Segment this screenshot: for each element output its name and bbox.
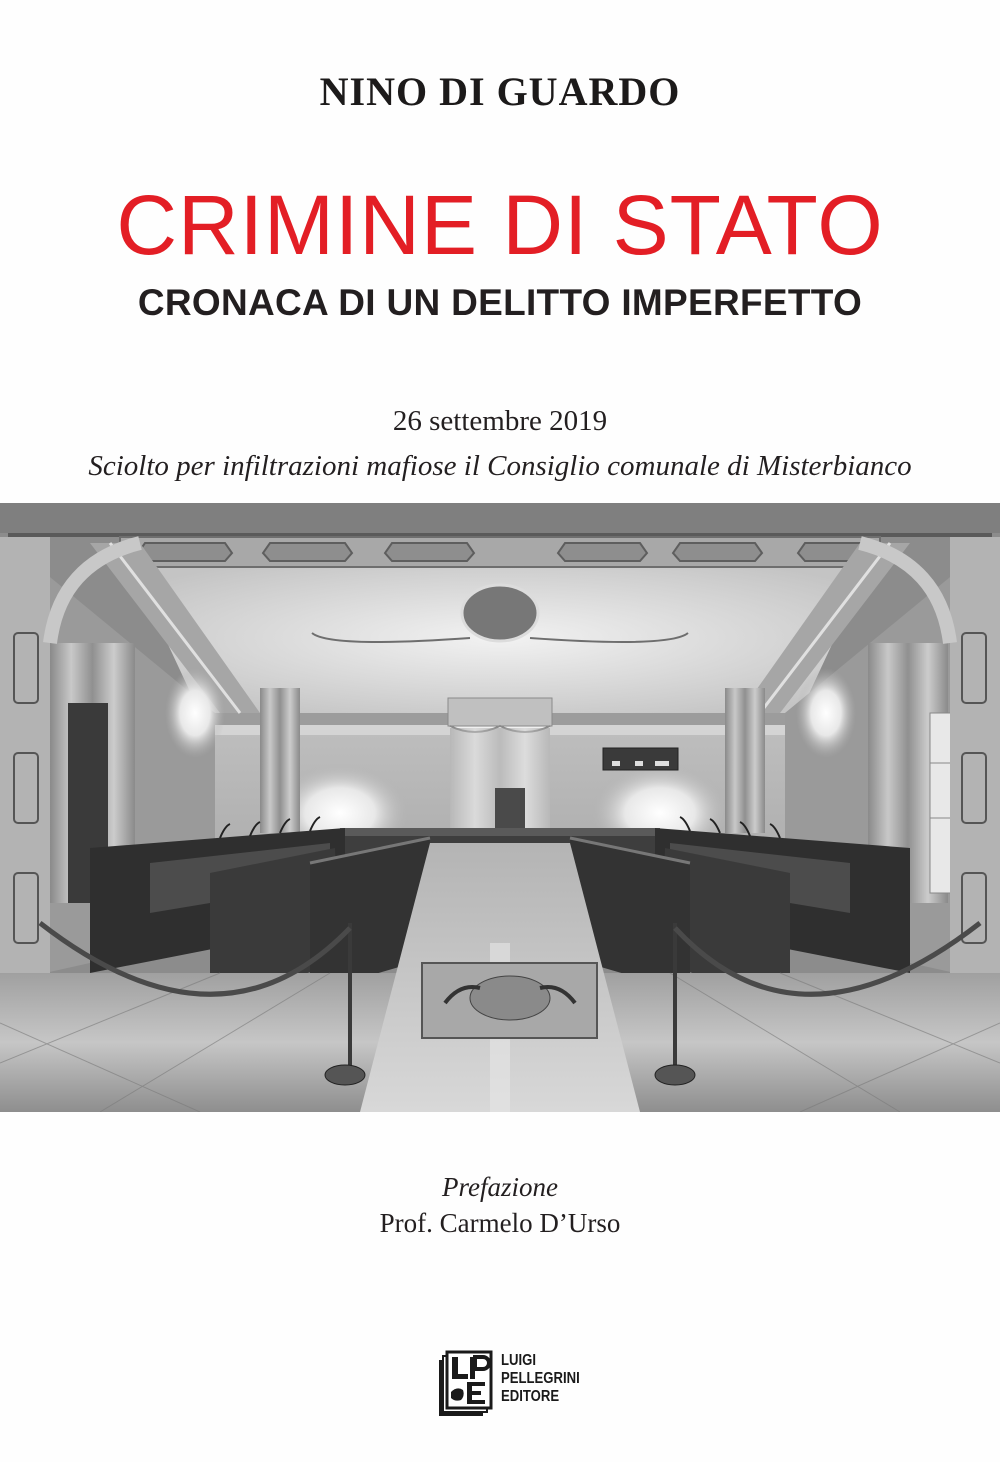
publisher-name-line: EDITORE: [501, 1388, 560, 1405]
publisher-name-line: PELLEGRINI: [501, 1370, 580, 1387]
chamber-illustration: [0, 503, 1000, 1112]
tagline: Sciolto per infiltrazioni mafiose il Consiglio comunale di Misterbianco: [88, 450, 912, 482]
book-title: CRIMINE DI STATO: [116, 178, 884, 272]
publisher-logo: [437, 1348, 597, 1418]
publisher-name: [501, 1352, 580, 1406]
event-date: 26 settembre 2019: [392, 405, 608, 437]
preface-author: Prof. Carmelo D’Urso: [379, 1208, 621, 1238]
lpe-logo-icon: [437, 1348, 497, 1416]
book-subtitle: CRONACA DI UN DELITTO IMPERFETTO: [137, 282, 863, 323]
publisher-name-line: LUIGI: [501, 1352, 536, 1369]
preface-label: Prefazione: [442, 1172, 558, 1202]
author-name: NINO DI GUARDO: [319, 69, 681, 114]
council-chamber-photo: [0, 503, 1000, 1112]
